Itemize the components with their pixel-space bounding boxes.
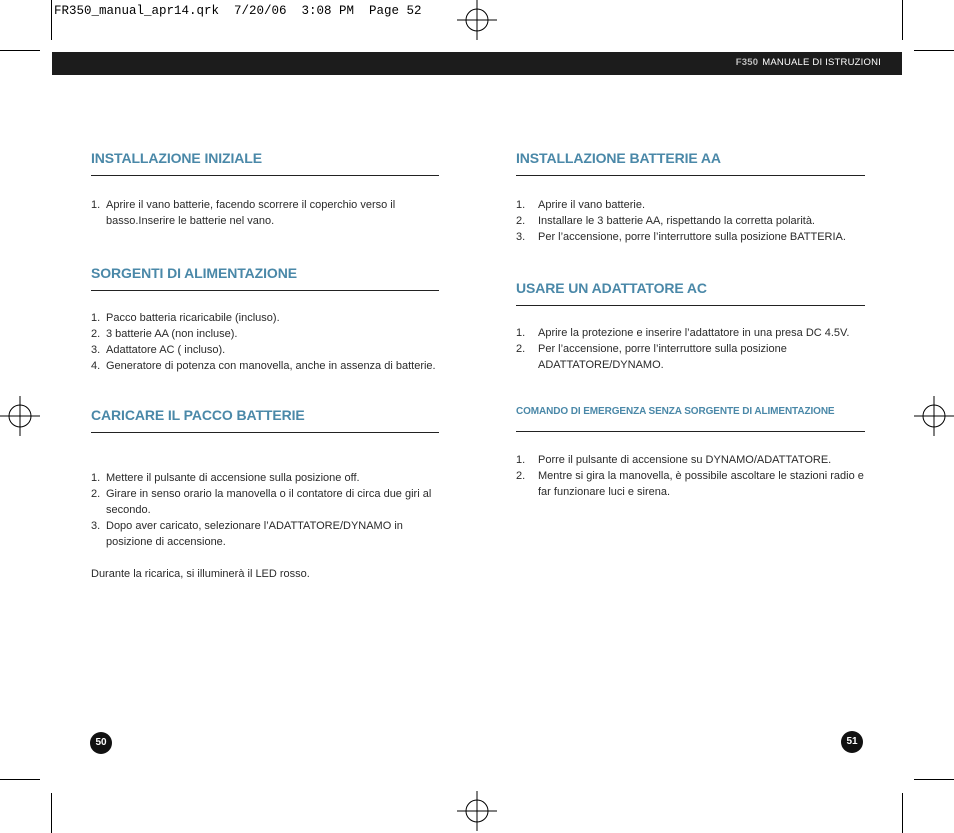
list-number: 1.: [91, 312, 101, 324]
list-number: 1.: [516, 454, 526, 466]
list-number: 3.: [91, 344, 101, 356]
list-text: Aprire il vano batterie.: [538, 199, 645, 211]
list-number: 1.: [516, 199, 526, 211]
page-number-right: 51: [841, 731, 863, 753]
list-item: [516, 213, 865, 229]
header-brand: F350: [735, 57, 759, 68]
list-text: 3 batterie AA (non incluse).: [106, 328, 238, 340]
list-number: 2.: [516, 470, 526, 482]
list-item: [516, 197, 865, 213]
page-number-left: 50: [90, 732, 112, 754]
list-item: [91, 518, 439, 550]
list-text: Dopo aver caricato, selezionare l’ADATTATORE/DYNAMO in posizione di accensione.: [106, 520, 403, 548]
instruction-list: [516, 325, 865, 373]
section-heading: COMANDO DI EMERGENZA SENZA SORGENTE DI ALIMENTAZIONE: [516, 406, 865, 432]
list-number: 1.: [516, 327, 526, 339]
list-item: [516, 325, 865, 341]
list-number: 1.: [91, 199, 101, 211]
instruction-list: [91, 470, 439, 550]
section-installazione-iniziale: [91, 150, 439, 229]
section-heading: CARICARE IL PACCO BATTERIE: [91, 407, 439, 433]
list-text: Per l’accensione, porre l’interruttore sulla posizione BATTERIA.: [538, 231, 846, 243]
list-item: [91, 358, 439, 374]
section-comando-emergenza: [516, 406, 865, 500]
list-item: [516, 341, 865, 373]
crop-mark: [914, 779, 954, 780]
crop-mark: [0, 50, 40, 51]
section-heading: INSTALLAZIONE INIZIALE: [91, 150, 439, 176]
list-item: [516, 452, 865, 468]
list-item: [91, 326, 439, 342]
list-number: 3.: [516, 231, 526, 243]
crop-mark: [902, 0, 903, 40]
instruction-list: [516, 197, 865, 245]
instruction-list: [516, 452, 865, 500]
list-text: Aprire il vano batterie, facendo scorrere il coperchio verso il basso.Inserire le batterie nel vano.: [106, 199, 396, 227]
list-number: 2.: [516, 343, 526, 355]
list-number: 2.: [516, 215, 526, 227]
section-heading: USARE UN ADATTATORE AC: [516, 280, 865, 306]
list-text: Pacco batteria ricaricabile (incluso).: [106, 312, 280, 324]
list-item: [91, 310, 439, 326]
charging-note: Durante la ricarica, si illuminerà il LED rosso.: [91, 568, 310, 580]
crop-mark: [51, 793, 52, 833]
list-item: [516, 468, 865, 500]
crop-mark: [51, 0, 52, 40]
registration-mark-icon: [0, 396, 40, 436]
crop-mark: [902, 793, 903, 833]
section-sorgenti-alimentazione: [91, 265, 439, 374]
list-number: 3.: [91, 520, 101, 532]
list-item: [91, 470, 439, 486]
list-text: Aprire la protezione e inserire l’adattatore in una presa DC 4.5V.: [538, 327, 850, 339]
section-installazione-batterie-aa: [516, 150, 865, 245]
header-manual-title: MANUALE DI ISTRUZIONI: [762, 57, 881, 68]
section-heading: SORGENTI DI ALIMENTAZIONE: [91, 265, 439, 291]
list-text: Porre il pulsante di accensione su DYNAMO/ADATTATORE.: [538, 454, 832, 466]
instruction-list: [91, 197, 439, 229]
section-caricare-pacco-batterie: [91, 407, 439, 582]
crop-mark: [0, 779, 40, 780]
list-number: 4.: [91, 360, 101, 372]
section-heading: INSTALLAZIONE BATTERIE AA: [516, 150, 865, 176]
list-text: Mettere il pulsante di accensione sulla posizione off.: [106, 472, 360, 484]
list-item: [516, 229, 865, 245]
list-number: 2.: [91, 488, 101, 500]
header-title: [736, 57, 881, 68]
list-item: [91, 342, 439, 358]
header-bar: [52, 52, 902, 75]
print-slug: FR350_manual_apr14.qrk 7/20/06 3:08 PM Page 52: [54, 4, 422, 18]
list-number: 2.: [91, 328, 101, 340]
list-text: Generatore di potenza con manovella, anche in assenza di batterie.: [106, 360, 436, 372]
registration-mark-icon: [914, 396, 954, 436]
section-usare-adattatore-ac: [516, 280, 865, 373]
list-text: Installare le 3 batterie AA, rispettando la corretta polarità.: [538, 215, 815, 227]
list-text: Mentre si gira la manovella, è possibile ascoltare le stazioni radio e far funzionare luci e sirena.: [538, 470, 864, 498]
list-item: [91, 197, 439, 229]
list-text: Girare in senso orario la manovella o il contatore di circa due giri al secondo.: [106, 488, 432, 516]
registration-mark-icon: [457, 791, 497, 831]
crop-mark: [914, 50, 954, 51]
registration-mark-icon: [457, 0, 497, 40]
list-text: Per l’accensione, porre l’interruttore sulla posizione ADATTATORE/DYNAMO.: [538, 343, 787, 371]
list-text: Adattatore AC ( incluso).: [106, 344, 226, 356]
instruction-list: [91, 310, 439, 374]
list-item: [91, 486, 439, 518]
list-number: 1.: [91, 472, 101, 484]
